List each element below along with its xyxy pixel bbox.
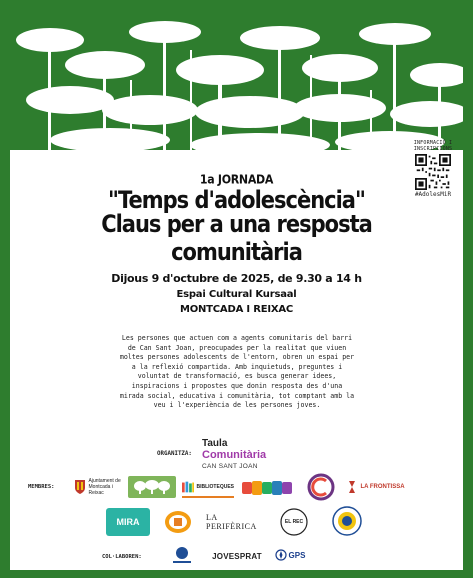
logo-circle-c [306,472,336,502]
logo-biblioteques [182,478,234,498]
logo-round-badge [160,508,196,536]
round-badge-icon [163,509,193,535]
logo-ajuntament-montcada [72,476,124,498]
edition-label: 1a JORNADA [199,172,274,187]
logo-la-frontissa [344,478,408,496]
logo-periferica-text: LA PERIFÈRICA [206,513,257,531]
event-info [40,272,433,315]
event-city: MONTCADA I REIXAC [179,304,294,315]
logo-gps [270,546,310,564]
logo-jovesprat-text: JOVESPRAT [212,551,262,561]
logo-ajuntament-text: Ajuntament de Montcada i Reixac [88,478,121,496]
description-text: Les persones que actuen com a agents comunitaris del barri de Can Sant Joan, preocupades per la realitat que viuen moltes persones adolescents de l'entorn, obren un espai per a la reflexió compartida. Amb inquietuds, preguntes i voluntat de transformació, es busca generar idees, inspiracions i propostes que donin resposta des d'una mirada social, educativa i comunitària, tot comptant amb la veu i l'experiència de les persones joves. [119,334,355,410]
logo-ajuntament-prat [164,544,200,566]
logo-school-seal [330,504,364,538]
organizer-name-line3: CAN SANT JOAN [202,463,258,470]
main-title: "Temps d'adolescència" [108,186,365,214]
subtitle: Claus per a una resposta comunitària [101,210,372,266]
forest-illustration [10,10,463,170]
seal-icon [331,505,363,537]
event-venue: Espai Cultural Kursaal [176,289,297,300]
logo-gps-text: GPS [288,550,306,560]
logo-green-trees [128,476,176,498]
members-label: MEMBRES: [28,484,55,490]
logo-biblioteques-text: BIBLIOTEQUES [196,484,234,490]
logo-colorful-badge [240,478,294,498]
trees-icon [132,479,172,495]
logo-la-periferica [206,510,268,534]
logo-el-rec-text: EL REC [284,519,304,525]
circle-c-icon [307,473,335,501]
logo-mira-text: MIRA [116,517,140,527]
logo-el-rec [278,506,310,538]
hinge-icon [347,480,357,494]
compass-icon [275,549,287,561]
logo-mira [106,508,150,536]
collaborators-label: COL·LABOREN: [102,554,142,560]
organizer-label: ORGANITZA: [157,451,192,457]
organizer-block [145,434,345,474]
organizer-name-line2: Comunitària [202,449,267,461]
poster-panel [10,10,463,570]
organizer-name-line1: Taula [202,438,228,449]
books-icon [182,481,194,493]
title-block [40,172,433,266]
logo-frontissa-text: LA FRONTISSA [360,484,405,490]
event-date: Dijous 9 d'octubre de 2025, de 9.30 a 14 h [111,272,362,285]
qr-caption: INFORMACIÓ I INSCRIPCIONS [413,140,453,152]
qr-hashtag: #AdolesMiR [414,191,452,198]
logo-jovesprat [208,548,266,564]
colorful-badge-icon [240,478,294,498]
shield-icon [74,479,86,495]
municipal-emblem-icon [167,545,197,565]
